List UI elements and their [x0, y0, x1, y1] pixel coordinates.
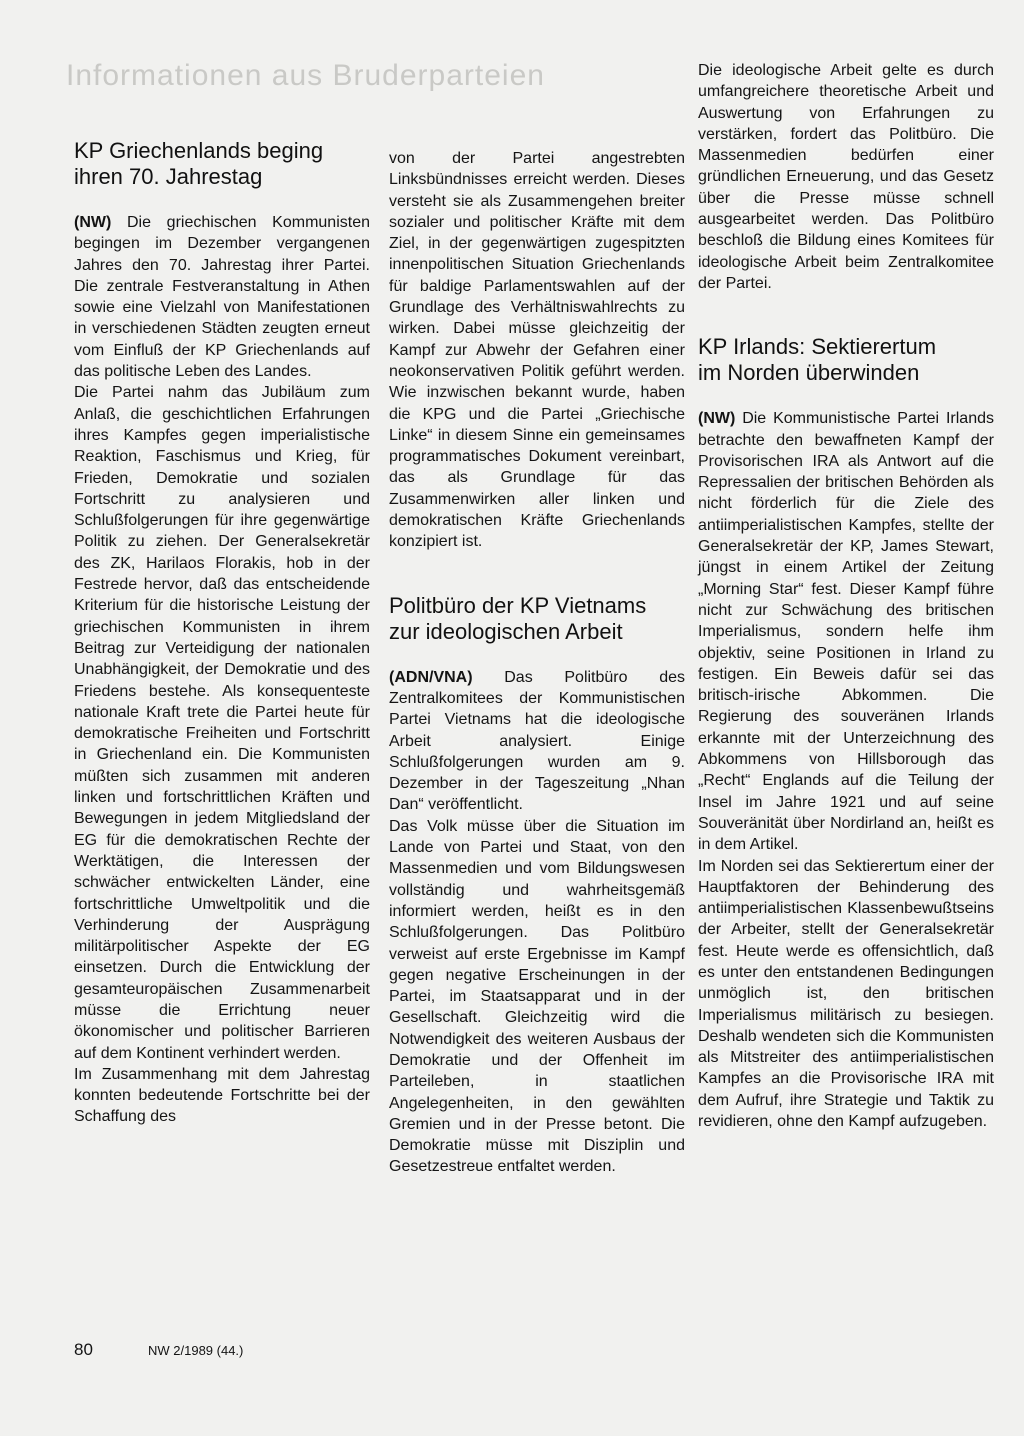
source-tag: (NW) — [698, 410, 736, 428]
column-2 — [389, 148, 685, 1178]
article-greece-continuation: von der Partei angestrebten Linksbündnisses erreicht werden. Dieses versteht sie als Zusammengehen breiter sozialer und politischer Kräfte mit dem Ziel, in der gegenwärtigen zugespitzten innenpolitischen Situation Griechenlands für baldige Parlamentswahlen auf der Grundlage des Verhältniswahlrechts zu wirken. Dabei müsse gleichzeitig der Kampf zur Abwehr der Gefahren einer neokonservativen Politik geführt werden. Wie inzwischen bekannt wurde, haben die KPG und die Partei „Griechische Linke“ in diesem Sinne ein gemeinsames programmatisches Dokument vereinbart, das als Grundlage für das Zusammenwirken aller linken und demokratischen Kräfte Griechenlands konzipiert ist. — [389, 150, 685, 551]
source-tag: (ADN/VNA) — [389, 668, 473, 686]
headline-ireland: KP Irlands: Sektierertum im Norden überwinden — [698, 334, 937, 386]
paragraph-text: Die Kommunistische Partei Irlands betrachte den bewaffneten Kampf der Provisorischen IRA als Antwort auf die Repressalien der britischen Behörden als nicht förderlich für die Ziele des antiimperialistischen Kampfes, stellte der Generalsekretär der KP, James Stewart, jüngst in einem Artikel der Zeitung „Morning Star“ fest. Dieser Kampf führe nicht zur Schwächung des britischen Imperialismus, sondern helfe ihm objektiv, seine Positionen in Irland zu festigen. Ein Beweis dafür sei das britisch-irische Abkommen. Die Regierung des souveränen Irlands erkannte mit der Unterzeichnung des Abkommens von Hillsborough das „Recht“ Englands auf die Teilung der Insel im Jahre 1921 und auf seine Souveränität über Nordirland an, heißt es in dem Artikel. — [698, 410, 994, 854]
headline-vietnam: Politbüro der KP Vietnams zur ideologischen Arbeit — [389, 592, 647, 644]
article-greece-para-3: Im Zusammenhang mit dem Jahrestag konnten bedeutende Fortschritte bei der Schaffung des — [74, 1065, 370, 1126]
page-number: 80 — [74, 1340, 93, 1359]
article-ireland-para-1 — [698, 408, 994, 855]
article-vietnam-continuation: Die ideologische Arbeit gelte es durch umfangreichere theoretische Arbeit und Auswertung von Erfahrungen zu verstärken, fordert das Politbüro. Die Massenmedien bedürfen einer gründlichen Erneuerung, und das Gesetz über die Presse müsse schnell ausgearbeitet werden. Das Politbüro beschloß die Bildung eines Komitees für ideologische Arbeit beim Zentralkomitee der Partei. — [698, 62, 994, 292]
article-vietnam-para-1 — [389, 667, 685, 816]
issue-label: NW 2/1989 (44.) — [148, 1343, 244, 1358]
paragraph-text: Die griechischen Kommunisten begingen im Dezember vergangenen Jahres den 70. Jahrestag ihrer Partei. Die zentrale Festveranstaltung in Athen sowie eine Vielzahl von Manifestationen in verschiedenen Städten zeugten erneut vom Einfluß der KP Griechenlands auf das politische Leben des Landes. — [74, 214, 371, 381]
article-greece-para-1 — [74, 212, 370, 382]
column-1 — [74, 138, 370, 1128]
source-tag: (NW) — [74, 214, 112, 231]
article-ireland-para-2: Im Norden sei das Sektierertum einer der Hauptfaktoren der Behinderung des antiimperialistischen Klassenbewußtseins der Arbeiter, stellt der Generalsekretär fest. Heute werde es offensichtlich, daß es unter den entstandenen Bedingungen unmöglich ist, den britischen Imperialismus militärisch zu besiegen. Deshalb wendeten sich die Kommunisten als Mitstreiter des antiimperialistischen Kampfes an die Provisorische IRA mit dem Aufruf, ihre Strategie und Taktik zu revidieren, ohne den Kampf aufzugeben. — [698, 857, 994, 1131]
article-vietnam-para-2: Das Volk müsse über die Situation im Lande von Partei und Staat, von den Massenmedien und vom Bildungswesen vollständig und wahrheitsgemäß informiert werden, heißt es in den Schlußfolgerungen. Das Politbüro verweist auf erste Ergebnisse im Kampf gegen negative Erscheinungen in der Partei, im Staatsapparat und in der Gesellschaft. Gleichzeitig wird die Notwendigkeit des weiteren Ausbaus der Demokratie und der Offenheit im Parteileben, in staatlichen Angelegenheiten, in den gewählten Gremien und in der Presse betont. Die Demokratie müsse mit Disziplin und Gesetzestreue entfaltet werden. — [389, 817, 685, 1176]
article-greece-para-2: Die Partei nahm das Jubiläum zum Anlaß, die geschichtlichen Erfahrungen ihres Kampfes gegen imperialistische Reaktion, Faschismus und Krieg, für Frieden, Demokratie und sozialen Fortschritt zu analysieren und Schlußfolgerungen für ihre gegenwärtige Politik zu ziehen. Der Generalsekretär des ZK, Harilaos Florakis, hob in der Festrede hervor, daß das entscheidende Kriterium für die historische Leistung der griechischen Kommunisten in ihrem Beitrag zur Verteidigung der nationalen Unabhängigkeit, der Demokratie und des Friedens bestehe. Als konsequenteste nationale Kraft trete die Partei heute für demokratische Freiheiten und Fortschritt in Griechenland ein. Die Kommunisten müßten sich zusammen mit anderen linken und fortschrittlichen Kräften und Bewegungen in jedem Mitgliedsland der EG für die demokratischen Rechte der Werktätigen, die Interessen der schwächer entwickelten Länder, eine fortschrittliche Umweltpolitik und die Verhinderung der Ausprägung militärpolitischer Aspekte der EG einsetzen. Durch die Entwicklung der gesamteuropäischen Zusammenarbeit müsse die Errichtung neuer ökonomischer und politischer Barrieren auf dem Kontinent verhindert werden. — [74, 384, 370, 1062]
section-header: Informationen aus Bruderparteien — [66, 59, 545, 92]
column-3 — [698, 60, 994, 1132]
paragraph-text: Das Politbüro des Zentralkomitees der Kommunistischen Partei Vietnams hat die ideologische Arbeit analysiert. Einige Schlußfolgerungen wurden am 9. Dezember in der Tageszeitung „Nhan Dan“ veröffentlicht. — [389, 668, 685, 814]
headline-greece: KP Griechenlands beging ihren 70. Jahrestag — [74, 138, 324, 189]
